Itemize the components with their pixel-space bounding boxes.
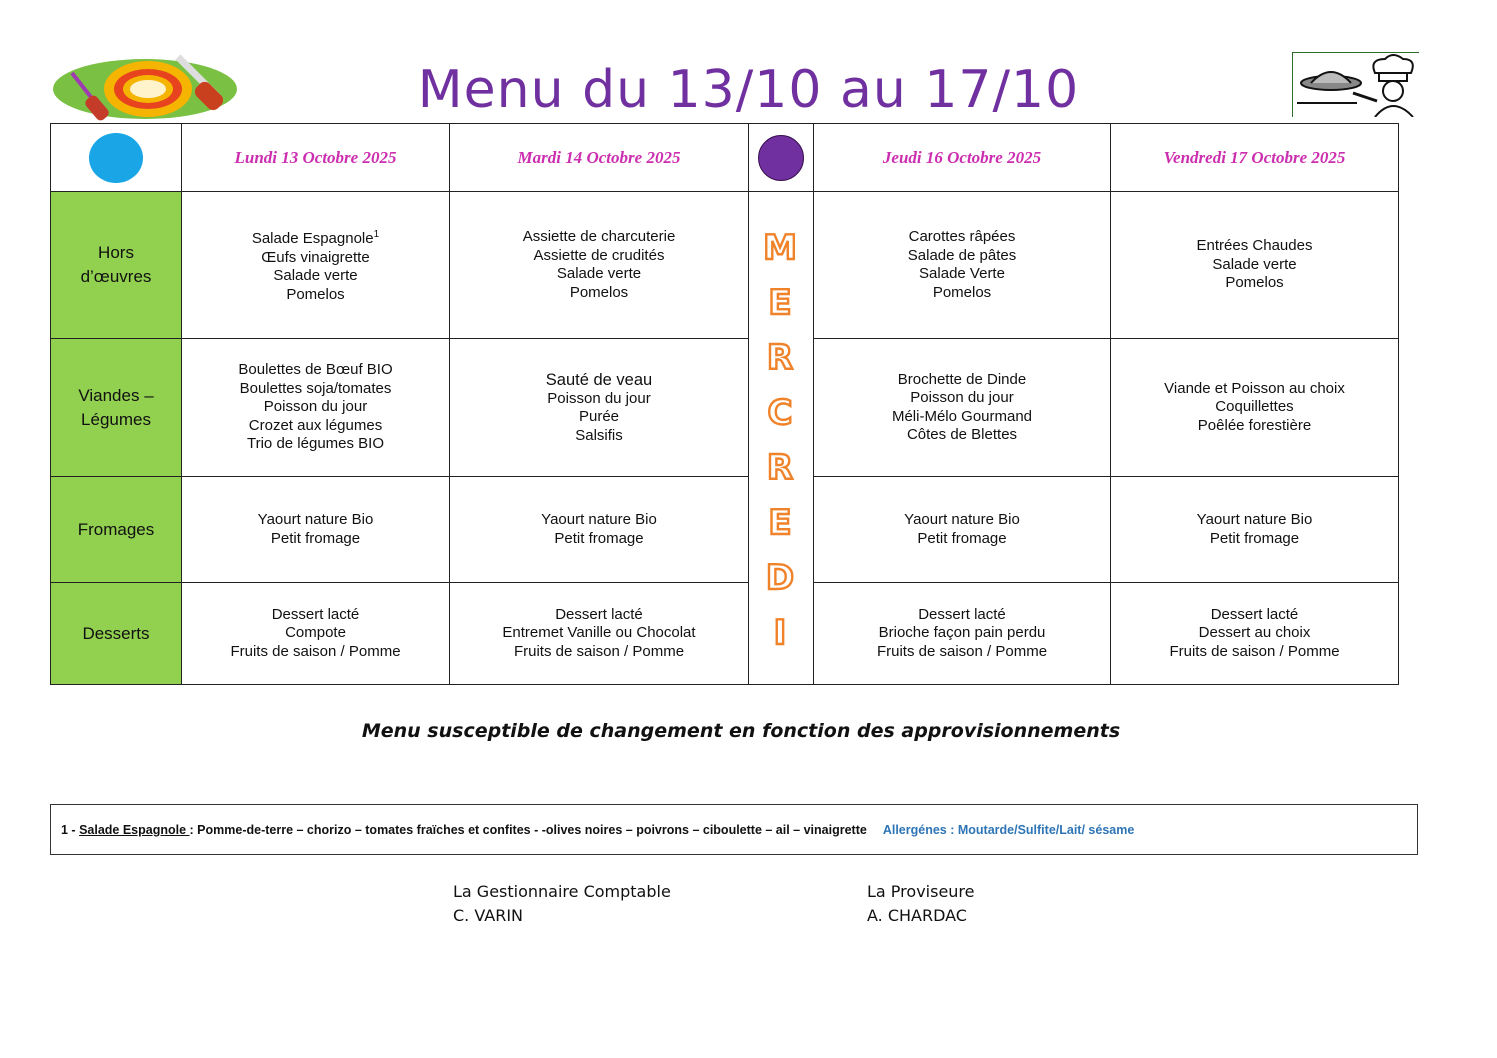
category-label: Fromages xyxy=(77,519,155,539)
dish-line: Salade Verte xyxy=(919,265,1005,282)
dish-line: Pomelos xyxy=(569,283,629,301)
wednesday-letter: E xyxy=(768,503,792,543)
dish-line: Côtes de Blettes xyxy=(906,426,1018,443)
menu-cell-friday-desserts xyxy=(1110,582,1399,685)
wednesday-letter: E xyxy=(768,283,792,323)
menu-cell-thursday-hors xyxy=(813,191,1111,339)
dish-line: Yaourt nature Bio xyxy=(904,511,1020,528)
wednesday-header-cell xyxy=(748,123,814,192)
category-label: Desserts xyxy=(82,623,150,643)
dish-line: Petit fromage xyxy=(554,529,644,547)
dish-line: Brioche façon pain perdu xyxy=(878,624,1046,642)
menu-cell-friday-hors xyxy=(1110,191,1399,339)
day-header-tuesday: Mardi 14 Octobre 2025 xyxy=(449,123,749,192)
dish-line: Dessert lacté xyxy=(1210,605,1299,623)
wednesday-letter: R xyxy=(766,448,794,488)
dish-line: Fruits de saison / Pomme xyxy=(876,642,1048,660)
dish-line: Yaourt nature Bio xyxy=(257,511,374,528)
dish-line: Petit fromage xyxy=(270,529,361,547)
dish-line: Yaourt nature Bio xyxy=(1196,511,1313,528)
dish-line: Poisson du jour xyxy=(547,389,651,407)
dish-line: Viande et Poisson au choix xyxy=(1164,379,1345,397)
wednesday-letter: M xyxy=(763,228,797,268)
dish-line: Salade de pâtes xyxy=(907,246,1017,264)
dish-line: Poêlée forestière xyxy=(1197,416,1312,434)
menu-cell-monday-desserts xyxy=(181,582,450,685)
signature-role: La Proviseure xyxy=(867,882,975,901)
day-header-thursday: Jeudi 16 Octobre 2025 xyxy=(813,123,1111,192)
dish-line: Trio de légumes BIO xyxy=(247,435,384,453)
dish-line: Crozet aux légumes xyxy=(248,416,383,434)
dish-line: Pomelos xyxy=(932,283,992,301)
dish-line: Petit fromage xyxy=(1209,529,1300,547)
dish-line: Salade Espagnole$^1$ xyxy=(251,229,380,247)
menu-cell-thursday-viandes xyxy=(813,338,1111,477)
dish-line: Salade verte xyxy=(556,265,642,282)
dish-line: Dessert au choix xyxy=(1198,624,1311,642)
menu-cell-thursday-fromages xyxy=(813,476,1111,583)
wednesday-letter: D xyxy=(765,558,795,598)
menu-cell-friday-viandes xyxy=(1110,338,1399,477)
dish-line: Poisson du jour xyxy=(263,398,368,416)
dish-line: Fruits de saison / Pomme xyxy=(230,642,401,660)
dish-line: Fruits de saison / Pomme xyxy=(1169,642,1340,660)
change-notice: Menu susceptible de changement en fonction des approvisionnements xyxy=(361,720,1121,742)
day-header-friday: Vendredi 17 Octobre 2025 xyxy=(1110,123,1399,192)
dish-line: Dessert lacté xyxy=(555,605,643,623)
dish-line: Petit fromage xyxy=(917,529,1007,547)
dish-line: Dessert lacté xyxy=(271,605,360,623)
signature-name: C. VARIN xyxy=(453,906,524,925)
category-label: Viandes – Légumes xyxy=(78,385,154,429)
dish-line: Assiette de charcuterie xyxy=(522,228,676,245)
signature-right xyxy=(867,880,975,928)
dish-line: Œufs vinaigrette xyxy=(261,248,370,266)
blue-circle-icon xyxy=(89,133,143,183)
dish-line: Fruits de saison / Pomme xyxy=(513,642,685,660)
dish-line: Pomelos xyxy=(286,285,345,303)
dish-line: Compote xyxy=(285,624,346,642)
menu-cell-tuesday-hors xyxy=(449,191,749,339)
menu-cell-monday-fromages xyxy=(181,476,450,583)
dish-line: Méli-Mélo Gourmand xyxy=(891,407,1033,425)
menu-cell-friday-fromages xyxy=(1110,476,1399,583)
dish-line: Salade verte xyxy=(273,267,358,284)
signature-left xyxy=(453,880,671,928)
signature-name: A. CHARDAC xyxy=(867,906,967,925)
wednesday-letter: R xyxy=(766,338,794,378)
page-title: Menu du 13/10 au 17/10 xyxy=(417,60,1080,120)
wednesday-letter: I xyxy=(773,613,787,653)
dish-line: Sauté de veau xyxy=(545,370,653,389)
allergen-list: Allergénes : Moutarde/Sulfite/Lait/ sésame xyxy=(882,822,1135,837)
footnote-ingredients: : Pomme-de-terre – chorizo – tomates fraïches et confites - -olives noires – poivrons – ciboulette – ail – vinaigrette xyxy=(189,822,867,837)
signature-role: La Gestionnaire Comptable xyxy=(453,882,671,901)
dish-line: Assiette de crudités xyxy=(533,246,665,264)
category-label: Hors d’œuvres xyxy=(80,243,152,286)
dish-line: Poisson du jour xyxy=(910,389,1014,406)
footnote-dish: Salade Espagnole xyxy=(79,822,190,837)
wednesday-letter: C xyxy=(767,393,793,433)
dish-line: Carottes râpées xyxy=(908,228,1016,245)
dish-line: Yaourt nature Bio xyxy=(541,511,657,528)
menu-cell-tuesday-desserts xyxy=(449,582,749,685)
menu-cell-thursday-desserts xyxy=(813,582,1111,685)
dish-line: Boulettes de Bœuf BIO xyxy=(238,361,393,379)
menu-cell-tuesday-fromages xyxy=(449,476,749,583)
menu-table xyxy=(50,123,1399,685)
footnote-marker: 1 xyxy=(373,229,380,240)
category-fromages xyxy=(50,476,182,583)
dish-line: Salsifis xyxy=(575,426,623,444)
dish-line: Pomelos xyxy=(1225,274,1284,292)
dish-line: Entrées Chaudes xyxy=(1196,237,1313,255)
dish-line: Salade verte xyxy=(1212,255,1297,273)
header-icon-cell xyxy=(50,123,182,192)
dish-line: Purée xyxy=(578,408,620,426)
category-hors-doeuvres xyxy=(50,191,182,339)
menu-cell-tuesday-viandes xyxy=(449,338,749,477)
dish-line: Coquillettes xyxy=(1215,398,1294,416)
dish-line: Entremet Vanille ou Chocolat xyxy=(502,624,696,642)
menu-cell-monday-hors xyxy=(181,191,450,339)
purple-circle-icon xyxy=(758,135,804,181)
allergen-footnote xyxy=(50,804,1418,855)
menu-cell-monday-viandes xyxy=(181,338,450,477)
dish-line: Dessert lacté xyxy=(918,605,1006,623)
day-header-monday: Lundi 13 Octobre 2025 xyxy=(181,123,450,192)
dish-line: Boulettes soja/tomates xyxy=(239,379,392,397)
dish-line: Brochette de Dinde xyxy=(897,370,1027,388)
category-viandes-legumes xyxy=(50,338,182,477)
category-desserts xyxy=(50,582,182,685)
footnote-number: 1 - xyxy=(61,822,80,837)
